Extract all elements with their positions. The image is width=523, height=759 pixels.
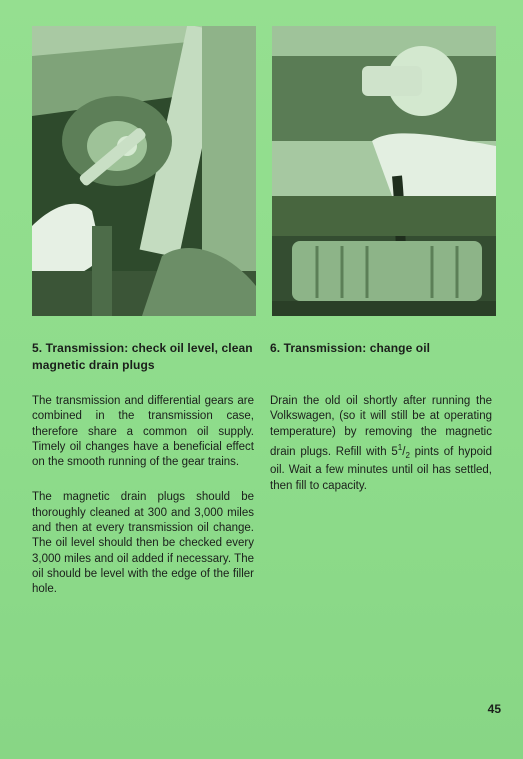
pints-fraction-den: 2	[405, 451, 410, 461]
section-6-text-after: pints of hypoid oil. Wait a few minutes until oil has settled, then fill to capacity.	[270, 445, 492, 492]
pints-whole: 5	[391, 445, 398, 458]
section-6-text-before: Drain the old oil shortly after running the Volkswagen, (so it will still be at operating temperature) by removing the magnetic drain plugs. Refill with	[270, 395, 492, 458]
section-6-heading: 6. Transmission: change oil	[270, 341, 431, 355]
photo-left-illustration	[32, 26, 256, 316]
section-5-paragraph-2: The magnetic drain plugs should be thoroughly cleaned at 300 and 3,000 miles and then at every transmission oil change. The oil level should then be checked every 3,000 miles and oil added if necessary. The oil should be level with the edge of the filler hole.	[32, 491, 254, 596]
photo-wrench-on-drain-plug	[32, 26, 256, 316]
photo-refilling-transmission	[272, 26, 496, 316]
pints-fraction-num: 1	[397, 442, 403, 452]
section-5-paragraph-1: The transmission and differential gears are combined in the transmission case, therefore share a common oil supply. Timely oil changes have a beneficial effect on the smooth running of the gear trains.	[32, 395, 254, 469]
page-number: 45	[487, 702, 501, 716]
section-5-column	[32, 340, 254, 598]
photo-right-illustration	[272, 26, 496, 316]
section-6-paragraph-1: Drain the old oil shortly after running the Volkswagen, (so it will still be at operating temperature) by removing the magnetic drain plugs. Refill with $5^1/_2$ pints of hypoid oil. Wait a few minutes until oil has settled, then fill to capacity.	[270, 395, 492, 492]
section-5-heading: 5. Transmission: check oil level, clean magnetic drain plugs	[32, 341, 253, 372]
section-6-column	[270, 340, 492, 494]
